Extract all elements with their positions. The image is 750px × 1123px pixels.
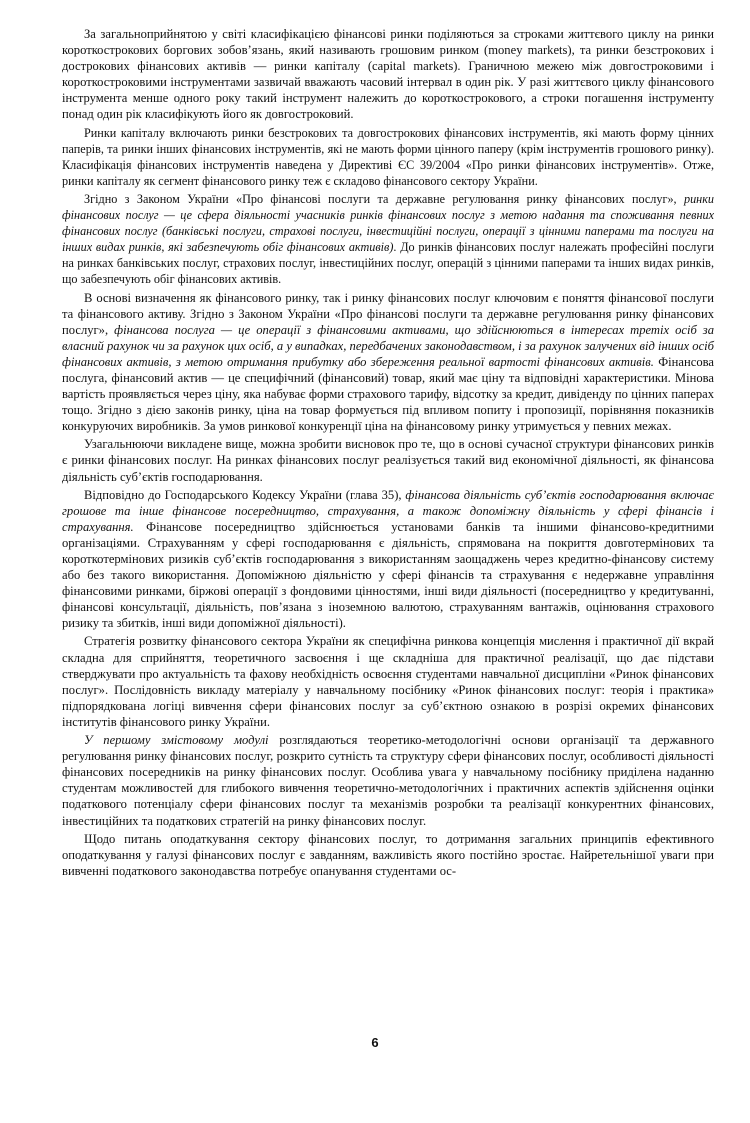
italic-text: У першому змістовому модулі — [84, 733, 269, 748]
document-page — [62, 26, 714, 881]
text-run: розглядаються теоретико-методологічні основи організації та державного регулювання ринку фінансових послуг, розкрито сутність та структуру сфери фінансових послуг, особливості діяльності фінансових посередників на ринку фінансових послуг. Особлива увага у навчальному посібнику приділена наданню студентам можливостей для глибокого вивчення теоретично-методологічних і практичних аспектів здійснення оцінки податкового потенціалу сфери фінансових послуг та механізмів розробки та реалізації конкурентних фінансових, інвестиційних та податкових стратегій на ринку фінансових послуг. — [62, 733, 714, 828]
text-run: Фінансова послуга, фінансовий актив — це специфічний (фінансовий) товар, який має ціну та відповідні характеристики. Мінова вартість проявляється через ціну, яка набуває форми страхового тарифу, відсотку за кредит, дивіденду по цінних паперах тощо. Згідно з дією законів ринку, ціна на товар формується під впливом попиту і пропозиції, порівняння показників конкуруючих виробників. За умов ринкової конкуренції ціна на фінансовому ринку утримується у певних межах. — [62, 354, 714, 434]
page-number: 6 — [371, 1035, 379, 1050]
text-run: Щодо питань оподаткування сектору фінансових послуг, то дотримання загальних принципів ефективного оподаткування у галузі фінансових послуг є завданням, важливість якого постійно зростає. Найретельнішої уваги при вивченні податкового законодавства потребує опанування студентами ос- — [62, 831, 714, 878]
text-run: Ринки капіталу включають ринки безстрокових та довгострокових фінансових інструментів, які мають форму цінних паперів, та ринки інших фінансових інструментів, які не мають форми цінного паперу (крім інструментів грошового ринку). Класифікація фінансових інструментів наведена у Директиві ЄС 39/2004 «Про ринки фінансових інструментів». Отже, ринки капіталу як сегмент фінансового ринку теж є складово фінансового сектору України. — [62, 125, 714, 188]
text-run: В основі визначення як фінансового ринку, так і ринку фінансових послуг ключовим є поняття фінансової послуги та фінансового активу. Згідно з Законом України «Про фінансові послуги та державне регулювання ринку фінансових послуг», — [62, 290, 714, 337]
italic-text: фінансова послуга — це операції з фінансовими активами, що здійснюються в інтересах третіх осіб за власний рахунок чи за рахунок цих осіб, а у випадках, передбачених законодавством, і за рахунок залучених від інших осіб фінансових активів, з метою отримання прибутку або збереження реальної вартості фінансових активів. — [62, 322, 714, 369]
paragraph — [62, 487, 714, 632]
paragraph — [62, 831, 714, 879]
text-run: . До ринків фінансових послуг належать професійні послуги на ринках банківських послуг, страхових послуг, інвестиційних послуг, операцій з цінними паперами та інших видах ринків, що забезпечують обіг фінансових активів. — [62, 240, 714, 287]
text-run: Згідно з Законом України «Про фінансові послуги та державне регулювання ринку фінансових послуг», — [84, 191, 684, 206]
body-text — [62, 26, 714, 879]
text-run: Фінансове посередництво здійснюється установами банків та іншими фінансово-кредитними організаціями. Страхуванням у сфері господарювання є діяльність, спрямована на покриття довготермінових та короткотермінових ризиків суб’єктів господарювання з використанням заощаджень через кредитно-фінансову систему або без такого використання. Допоміжною діяльністю у сфері фінансів та страхування є недержавне управління фінансовими ринками, біржові операції з фондовими цінностями, інші види діяльності (посередництво у кредитуванні, фінансові консультації, діяльність, пов’язана з іноземною валютою, страхуванням вантажів, оцінювання страхового ризику та збитків, інші види допоміжної діяльності). — [62, 519, 714, 631]
paragraph — [62, 633, 714, 730]
paragraph — [62, 732, 714, 829]
text-run: За загальноприйнятою у світі класифікацією фінансові ринки поділяються за строками життєвого циклу на ринки короткострокових боргових зобов’язань, який називають грошовим ринком (money markets), та ринки безстрокових і дострокових фінансових активів — ринки капіталу (capital markets). Граничною межею між довгостроковими і короткостроковими інструментами зазвичай вважають часовий інтервал в один рік. У разі життєвого циклу фінансового інструмента менше одного року такий інструмент належить до короткострокового, а строки погашення інструменту понад один рік класифікують його як довгостроковий. — [62, 27, 714, 122]
paragraph — [62, 26, 714, 123]
text-run: Стратегія розвитку фінансового сектора України як специфічна ринкова концепція мислення і практичної дії вкрай складна для сприйняття, теоретичного засвоєння і ще складніша для практичної реалізації, що дає підстави стверджувати про актуальність та фахову необхідність освоєння студентами навчальної дисципліни «Ринок фінансових послуг». Послідовність викладу матеріалу у навчальному посібнику «Ринок фінансових послуг: теорія і практика» підпорядкована логіці вивчення сфери фінансових послуг за суб’єктною ознакою в розрізі окремих фінансових інститутів фінансового ринку України. — [62, 634, 714, 729]
italic-text: ринки фінансових послуг — це сфера діяльності учасників ринків фінансових послуг з метою надання та споживання певних фінансових послуг (банківські послуги, страхові послуги, інвестиційні послуги, операції з цінними паперами та послуги на інших видах ринків, які забезпечують обіг фінансових активів) — [62, 191, 714, 255]
paragraph — [62, 290, 714, 435]
text-run: Узагальнюючи викладене вище, можна зробити висновок про те, що в основі сучасної структури фінансових ринків є ринки фінансових послуг. На ринках фінансових послуг реалізується такий вид економічної діяльності, як фінансова діяльність суб’єктів господарювання. — [62, 437, 714, 484]
paragraph — [62, 125, 714, 189]
paragraph — [62, 191, 714, 288]
italic-text: фінансова діяльність суб’єктів господарювання включає грошове та інше фінансове посередництво, страхування, а також допоміжну діяльність у сфері фінансів і страхування. — [62, 487, 714, 534]
text-run: Відповідно до Господарського Кодексу України (глава 35), — [84, 487, 406, 502]
paragraph — [62, 436, 714, 484]
